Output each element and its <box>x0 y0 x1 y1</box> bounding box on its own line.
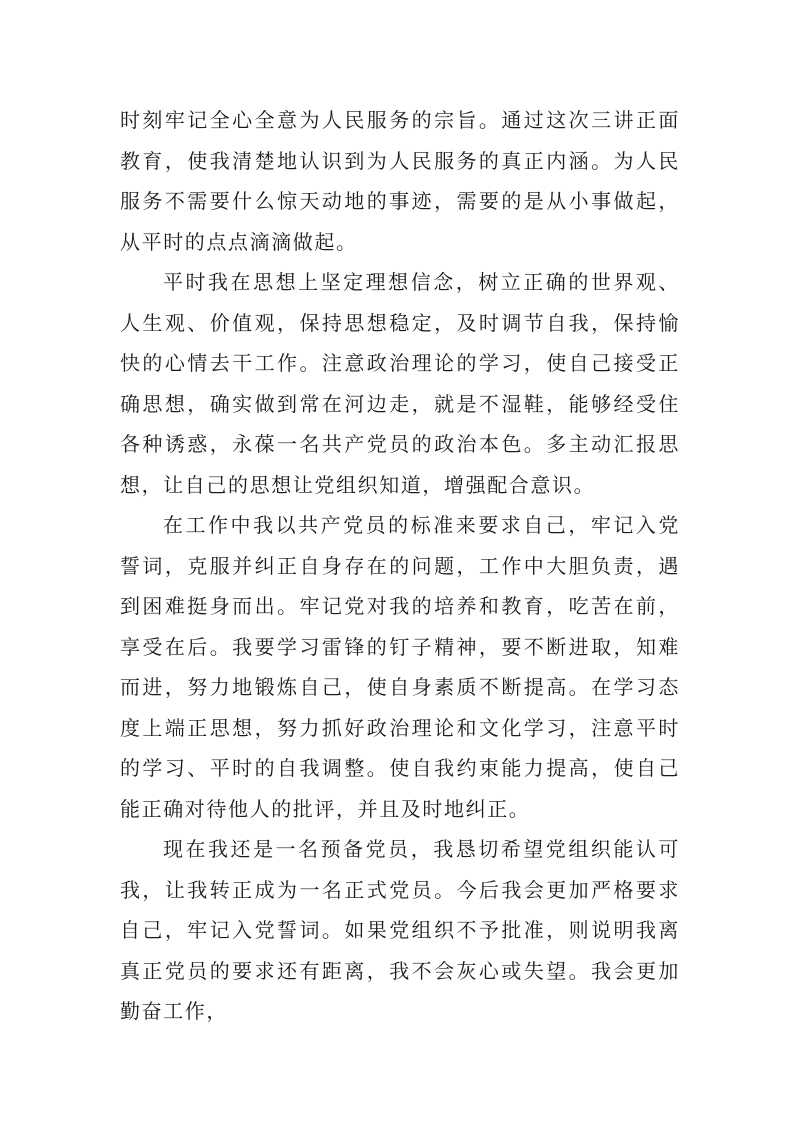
paragraph-4: 现在我还是一名预备党员，我恳切希望党组织能认可我，让我转正成为一名正式党员。今后我会更加严格要求自己，牢记入党誓词。如果党组织不予批准，则说明我离真正党员的要求还有距离，我不会灰心或失望。我会更加勤奋工作， <box>120 837 680 1023</box>
paragraph-3: 在工作中我以共产党员的标准来要求自己，牢记入党誓词，克服并纠正自身存在的问题，工作中大胆负责，遇到困难挺身而出。牢记党对我的培养和教育，吃苦在前，享受在后。我要学习雷锋的钉子精神，要不断进取，知难而进，努力地锻炼自己，使自身素质不断提高。在学习态度上端正思想，努力抓好政治理论和文化学习，注意平时的学习、平时的自我调整。使自我约束能力提高，使自己能正确对待他人的批评，并且及时地纠正。 <box>120 513 680 821</box>
document-body <box>120 100 680 1032</box>
paragraph-2: 平时我在思想上坚定理想信念，树立正确的世界观、人生观、价值观，保持思想稳定，及时调节自我，保持愉快的心情去干工作。注意政治理论的学习，使自己接受正确思想，确实做到常在河边走，就是不湿鞋，能够经受住各种诱惑，永葆一名共产党员的政治本色。多主动汇报思想，让自己的思想让党组织知道，增强配合意识。 <box>120 270 680 497</box>
paragraph-1: 时刻牢记全心全意为人民服务的宗旨。通过这次三讲正面教育，使我清楚地认识到为人民服务的真正内涵。为人民服务不需要什么惊天动地的事迹，需要的是从小事做起，从平时的点点滴滴做起。 <box>120 108 680 254</box>
